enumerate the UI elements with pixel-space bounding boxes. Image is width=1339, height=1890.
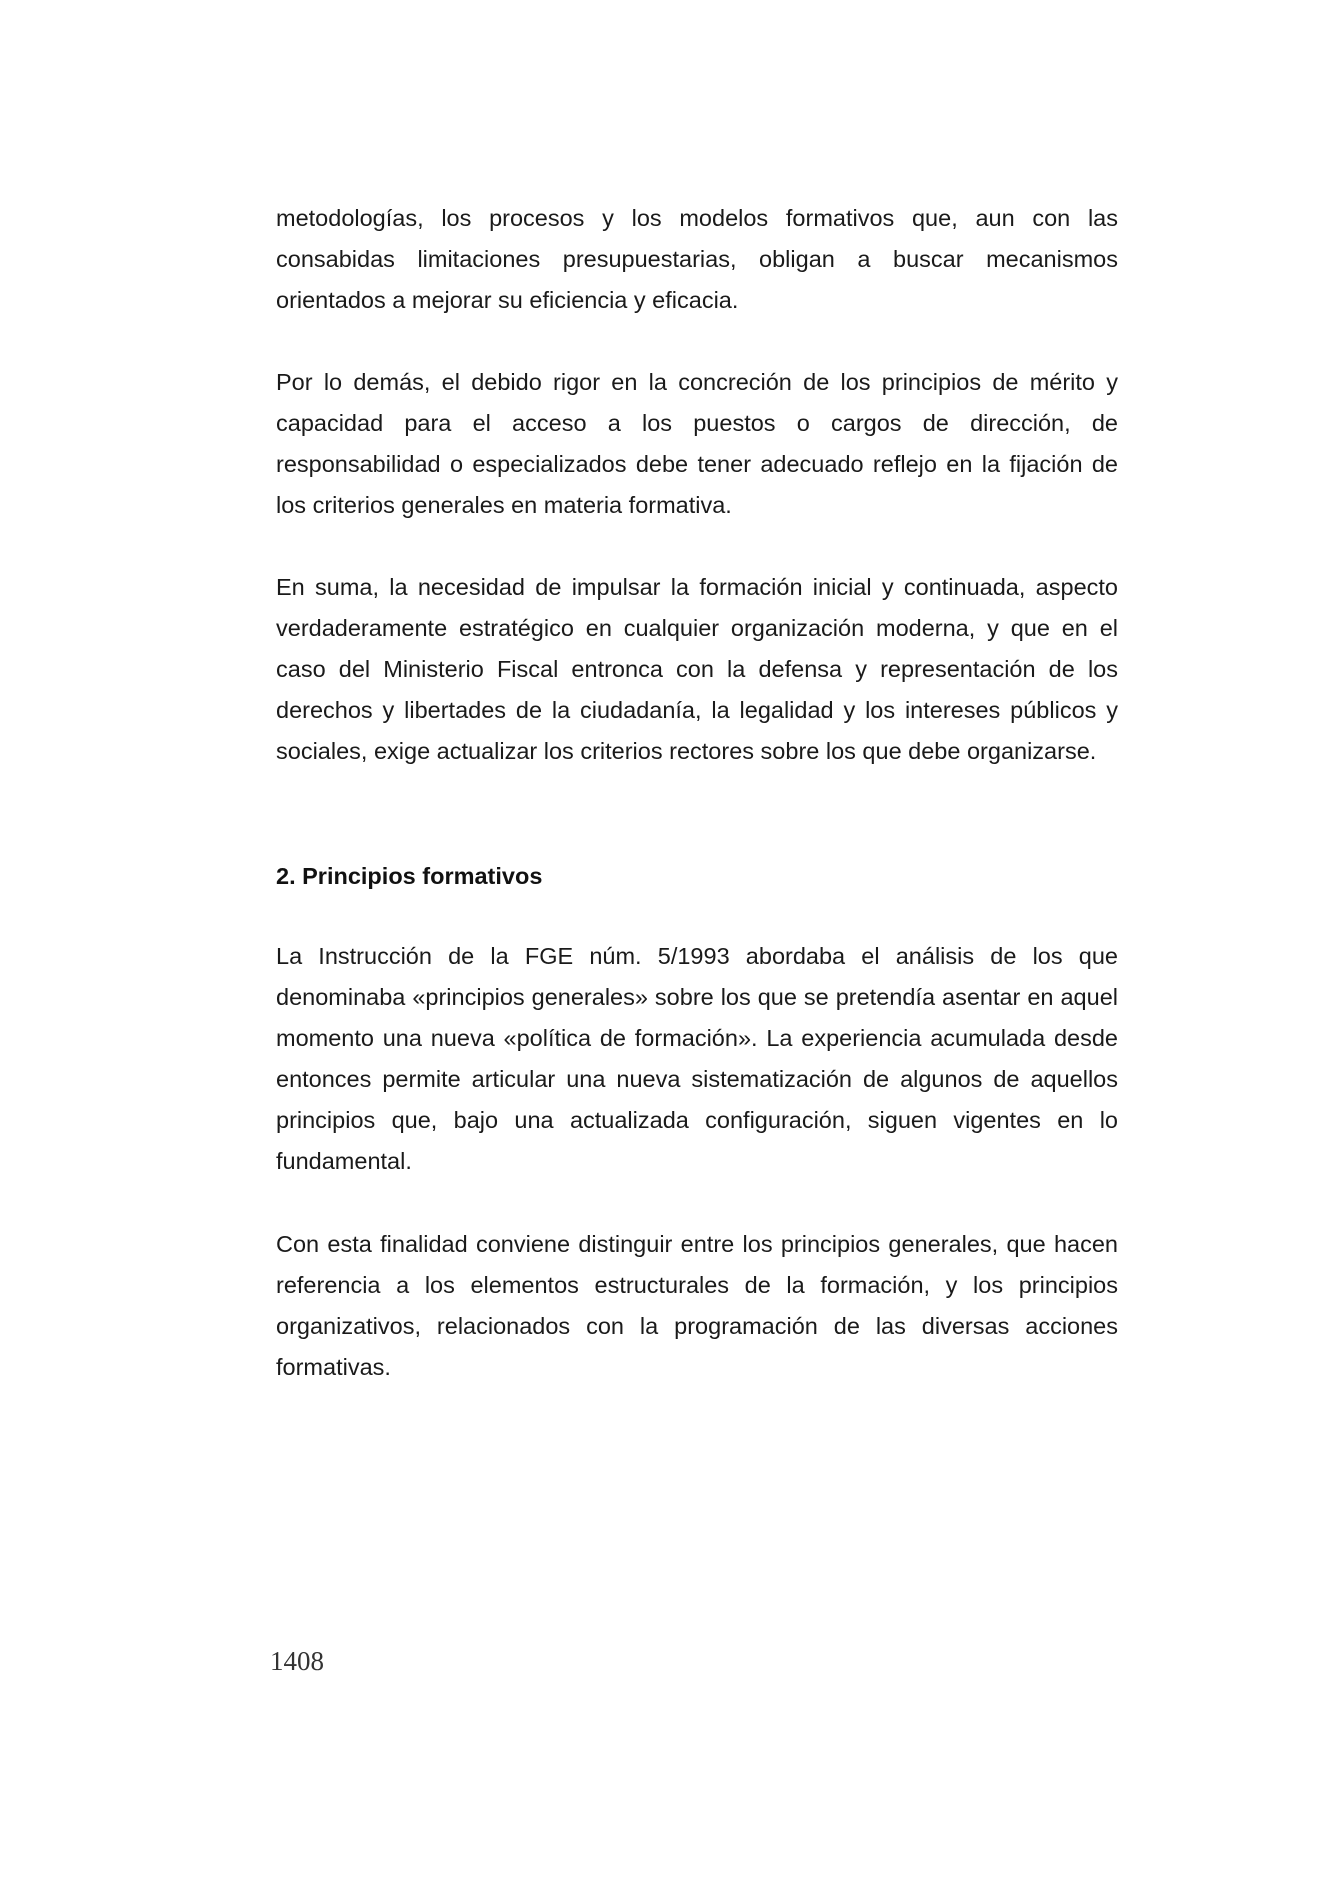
page-number: 1408 <box>270 1646 324 1676</box>
paragraph-instruction-fge: La Instrucción de la FGE núm. 5/1993 abordaba el análisis de los que denominaba «principios generales» sobre los que se pretendía asentar en aquel momento una nueva «política de formación». La experiencia acumulada desde entonces permite articular una nueva sistematización de algunos de aquellos principios que, bajo una actualizada configuración, siguen vigentes en lo fundamental. <box>276 943 1118 1174</box>
section-heading: 2. Principios formativos <box>276 863 543 889</box>
paragraph-general-principles: Con esta finalidad conviene distinguir entre los principios generales, que hacen referencia a los elementos estructurales de la formación, y los principios organizativos, relacionados con la programación de las diversas acciones formativas. <box>276 1231 1118 1380</box>
paragraph-merit-capacity: Por lo demás, el debido rigor en la concreción de los principios de mérito y capacidad para el acceso a los puestos o cargos de dirección, de responsabilidad o especializados debe tener adecuado reflejo en la fijación de los criterios generales en materia formativa. <box>276 369 1118 518</box>
paragraph-training-need: En suma, la necesidad de impulsar la formación inicial y continuada, aspecto verdaderamente estratégico en cualquier organización moderna, y que en el caso del Ministerio Fiscal entronca con la defensa y representación de los derechos y libertades de la ciudadanía, la legalidad y los intereses públicos y sociales, exige actualizar los criterios rectores sobre los que debe organizarse. <box>276 574 1118 764</box>
paragraph-methodologies: metodologías, los procesos y los modelos formativos que, aun con las consabidas limitaciones presupuestarias, obligan a buscar mecanismos orientados a mejorar su eficiencia y eficacia. <box>276 205 1118 313</box>
